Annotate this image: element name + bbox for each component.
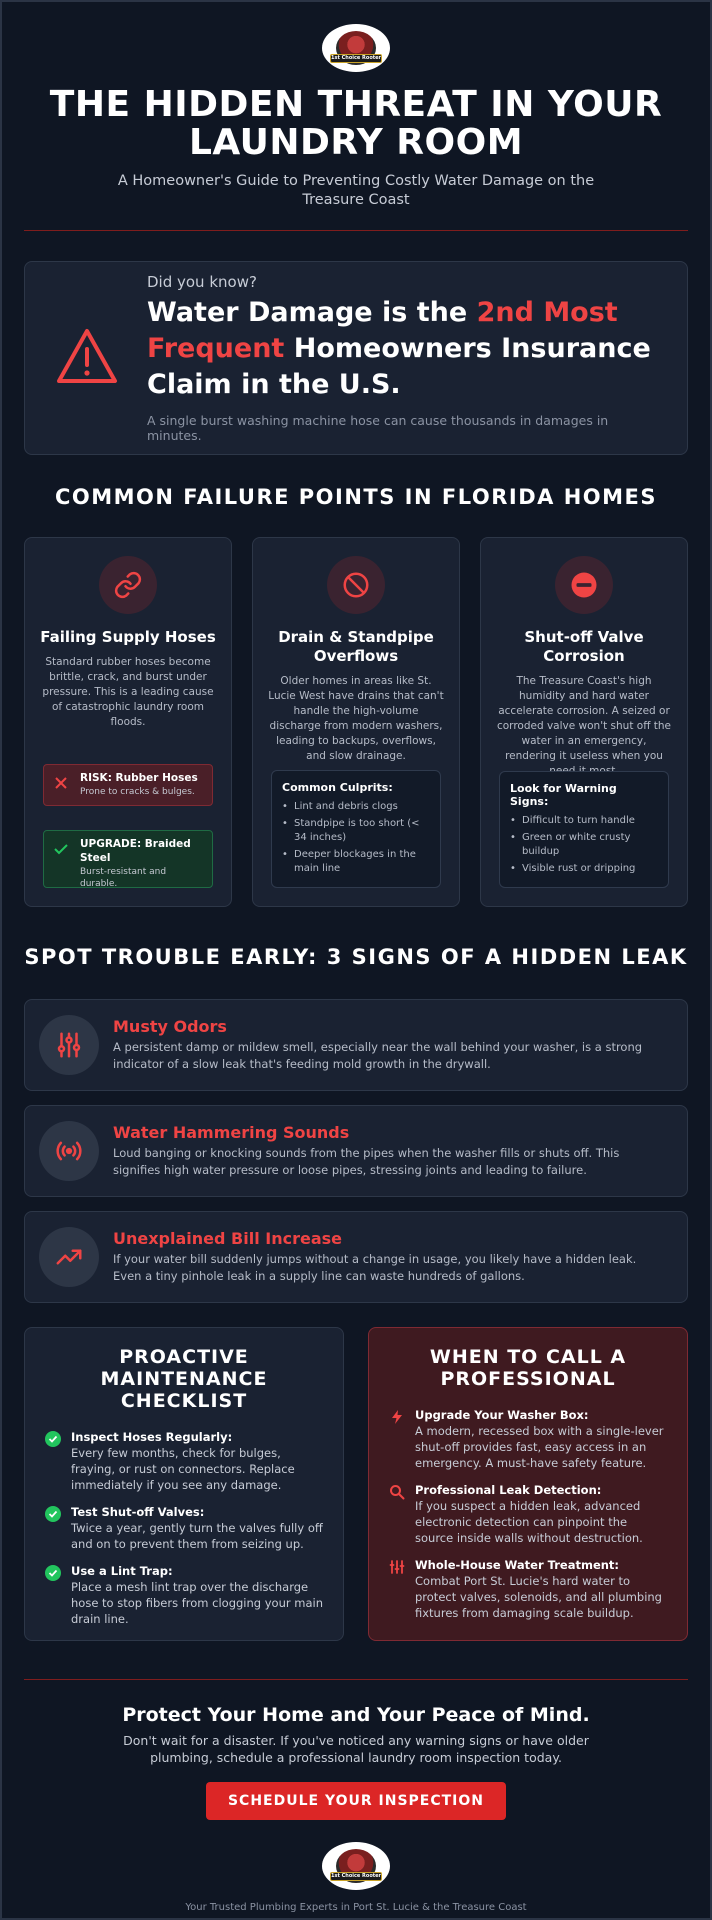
trending-up-icon [39,1227,99,1287]
signs-list [24,999,688,1303]
minus-circle-icon [555,556,613,614]
risk-box [43,764,213,806]
failure-card-text: Older homes in areas like St. Lucie West have drains that can't handle the high-volume discharge from modern washers, leading to backups, overflows, and slow drainage. [268,675,444,762]
checklist-item-title: Test Shut-off Valves: [71,1505,205,1519]
list-item: • Difficult to turn handle [510,814,658,828]
logo-text: 1st Choice Rooter [331,1873,382,1879]
failure-card-title: Shut-off Valve Corrosion [524,628,644,665]
culprits-box [271,770,441,888]
check-mark-icon [54,841,68,860]
list-item: • Green or white crusty buildup [510,831,658,859]
failure-card-title: Drain & Standpipe Overflows [278,628,434,665]
stat-headline [147,295,657,403]
risk-text: Prone to cracks & bulges. [80,787,195,797]
maintenance-checklist [24,1327,344,1641]
headline-part: Homeowners Insurance Claim in the U.S. [147,333,651,400]
check-circle-icon [45,1506,61,1526]
professional-item-text: A modern, recessed box with a single-lever shut-off provides fast, easy access in an emergency. A must-have safety feature. [415,1424,664,1470]
ban-icon [327,556,385,614]
filter-icon [389,1559,405,1579]
sign-text: If your water bill suddenly jumps without a change in usage, you likely have a hidden leak. Even a tiny pinhole leak in a supply line can waste hundreds of gallons. [113,1252,637,1283]
sign-text: A persistent damp or mildew smell, especially near the wall behind your washer, is a strong indicator of a slow leak that's feeding mold growth in the drywall. [113,1040,643,1071]
check-circle-icon [45,1431,61,1451]
list-item: • Lint and debris clogs [282,800,430,814]
page-title: THE HIDDEN THREAT IN YOUR LAUNDRY ROOM [49,84,663,163]
footer-logo[interactable] [322,1842,390,1890]
sign-title: Water Hammering Sounds [113,1123,350,1142]
call-to-action [24,1680,688,1913]
sign-text: Loud banging or knocking sounds from the pipes when the washer fills or shuts off. This signifies high water pressure or loose pipes, stressing joints and leading to failure. [113,1146,620,1177]
failure-section-title: COMMON FAILURE POINTS IN FLORIDA HOMES [54,485,657,509]
sign-title: Musty Odors [113,1017,227,1036]
professional-item-title: Whole-House Water Treatment: [415,1558,620,1572]
stat-callout [24,261,688,455]
upgrade-title: UPGRADE: Braided Steel [80,838,191,864]
page-subtitle: A Homeowner's Guide to Preventing Costly Water Damage on the Treasure Coast [117,173,595,208]
professional-item [389,1558,667,1621]
stat-kicker: Did you know? [147,273,257,291]
failure-card-text: The Treasure Coast's high humidity and hard water accelerate corrosion. A seized or corroded valve won't shut off the water in an emergency, rendering it useless when you [496,675,671,762]
signs-section-title: SPOT TROUBLE EARLY: 3 SIGNS OF A HIDDEN LEAK [24,945,688,969]
checklist-item-text: Every few months, check for bulges, fraying, or rust on connectors. Replace immediately if you see any damage. [71,1446,295,1492]
professional-item-text: If you suspect a hidden leak, advanced electronic detection can pinpoint the source inside walls without destruction. [415,1499,643,1545]
list-item: • Standpipe is too short (< 34 inches) [282,817,430,845]
professional-item-text: Combat Port St. Lucie's hard water to protect valves, solenoids, and all plumbing fixtures from damaging scale buildup. [415,1574,662,1620]
checklist-item [45,1564,323,1627]
professional-item [389,1408,667,1471]
cta-text: Don't wait for a disaster. If you've noticed any warning signs or have older plumbing, schedule a professional laundry room inspection today. [123,1733,589,1765]
failure-card-hoses [24,537,232,907]
sign-water-hammering [24,1105,688,1197]
failure-card-title: Failing Supply Hoses [40,628,216,646]
cta-title: Protect Your Home and Your Peace of Mind. [122,1704,590,1726]
sign-title: Unexplained Bill Increase [113,1229,342,1248]
header [24,2,688,231]
failure-card-valve [480,537,688,907]
culprits-title: Common Culprits: [282,781,393,794]
warning-signs-box [499,771,669,888]
professional-item-title: Upgrade Your Washer Box: [415,1408,589,1422]
link-icon [99,556,157,614]
footer-tagline: Your Trusted Plumbing Experts in Port St. Lucie & the Treasure Coast [185,1902,527,1913]
headline-highlight: 2nd Most Frequent [147,297,618,364]
schedule-inspection-button[interactable]: SCHEDULE YOUR INSPECTION [206,1782,506,1820]
warning-signs-title: Look for Warning Signs: [510,782,617,808]
sign-bill-increase [24,1211,688,1303]
header-divider [24,230,688,231]
failure-cards [24,537,688,907]
company-logo[interactable] [322,24,390,72]
call-professional [368,1327,688,1641]
checklist-item [45,1505,323,1552]
upgrade-box [43,830,213,888]
check-circle-icon [45,1565,61,1585]
professional-item-title: Professional Leak Detection: [415,1483,602,1497]
headline-part: Water Damage is the [147,297,477,328]
checklist-title: PROACTIVE MAINTENANCE CHECKLIST [100,1346,268,1412]
checklist-item-title: Inspect Hoses Regularly: [71,1430,233,1444]
risk-title: RISK: Rubber Hoses [80,772,198,784]
logo-text: 1st Choice Rooter [331,55,382,61]
checklist-item [45,1430,323,1493]
x-mark-icon [54,775,68,794]
failure-card-text: Standard rubber hoses become brittle, crack, and burst under pressure. This is a leading cause of catastrophic laundry room floods. [42,656,214,728]
search-icon [389,1484,405,1504]
professional-title: WHEN TO CALL A PROFESSIONAL [429,1346,627,1390]
professional-item [389,1483,667,1546]
checklist-item-title: Use a Lint Trap: [71,1564,173,1578]
list-item: • Deeper blockages in the main line [282,848,430,876]
failure-card-drain [252,537,460,907]
checklist-item-text: Place a mesh lint trap over the discharge hose to stop fibers from clogging your main drain line. [71,1580,323,1626]
sign-musty-odors [24,999,688,1091]
bolt-icon [389,1409,405,1429]
action-columns [24,1327,688,1641]
list-item: • Visible rust or dripping [510,862,658,876]
sliders-icon [39,1015,99,1075]
sound-waves-icon [39,1121,99,1181]
checklist-item-text: Twice a year, gently turn the valves fully off and on to prevent them from seizing up. [71,1521,323,1551]
upgrade-text: Burst-resistant and durable. [80,867,167,889]
warning-triangle-icon [55,327,119,389]
stat-note: A single burst washing machine hose can cause thousands in damages in minutes. [147,413,609,443]
